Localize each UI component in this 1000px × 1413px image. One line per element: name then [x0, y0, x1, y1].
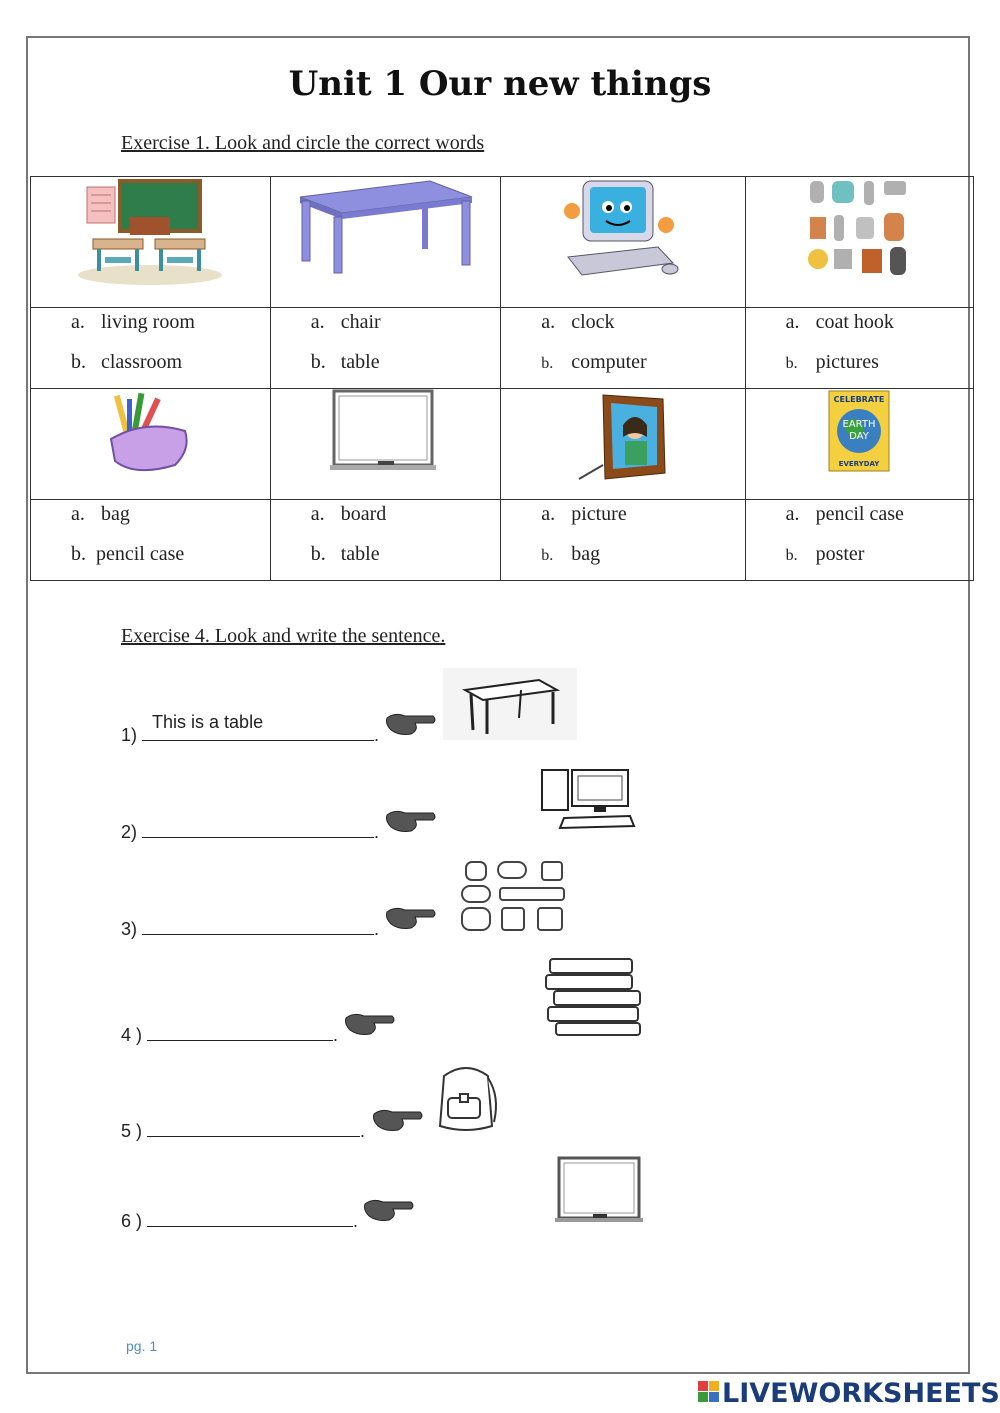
option-a[interactable]: a. bag — [71, 503, 130, 525]
options-cell-7 — [501, 500, 745, 581]
sentence-row-3: 3) . — [121, 914, 379, 940]
option-a[interactable]: a. coat hook — [785, 311, 894, 333]
option-a[interactable]: a. picture — [541, 503, 627, 525]
coat-hooks-image-cell — [745, 177, 973, 308]
page-title: Unit 1 Our new things — [288, 64, 712, 104]
sentence-row-6: 6 ) . — [121, 1206, 358, 1232]
option-b[interactable]: b. table — [310, 543, 380, 565]
item-number: 3) — [121, 919, 138, 939]
options-cell-1 — [31, 308, 271, 389]
option-b[interactable]: b. pictures — [785, 351, 879, 373]
answer-field-3[interactable] — [142, 914, 374, 935]
earth-day-poster-image-cell — [745, 389, 973, 500]
exercise1-table — [30, 176, 974, 581]
option-a[interactable]: a. clock — [541, 311, 615, 333]
sentence-row-4: 4 ) . — [121, 1020, 338, 1046]
computer-icon — [558, 177, 688, 287]
item-number: 1) — [121, 725, 138, 745]
earth-day-poster-icon — [827, 389, 891, 473]
classroom-icon — [75, 177, 225, 287]
pencil-case-image-cell — [31, 389, 271, 500]
classroom-image-cell — [31, 177, 271, 308]
answer-text: This is a table — [152, 712, 264, 732]
item-number: 6 ) — [121, 1211, 143, 1231]
computer-sketch-icon — [538, 766, 638, 832]
svg-text:CELEBRATE: CELEBRATE — [833, 395, 885, 404]
pointing-hand-icon — [363, 1194, 415, 1224]
sentence-row-5: 5 ) . — [121, 1116, 365, 1142]
pointing-hand-icon — [385, 805, 437, 835]
options-cell-8 — [745, 500, 973, 581]
answer-field-5[interactable] — [147, 1116, 360, 1137]
item-number: 5 ) — [121, 1121, 143, 1141]
option-b[interactable]: b. pencil case — [71, 543, 185, 565]
options-cell-3 — [501, 308, 745, 389]
picture-frame-icon — [573, 389, 673, 485]
pointing-hand-icon — [385, 708, 437, 738]
option-b[interactable]: b. bag — [541, 543, 601, 565]
svg-text:DAY: DAY — [849, 431, 870, 442]
options-cell-6 — [270, 500, 500, 581]
option-b[interactable]: b. poster — [785, 543, 865, 565]
item-number: 4 ) — [121, 1025, 143, 1045]
answer-field-1[interactable] — [142, 712, 374, 741]
option-a[interactable]: a. chair — [310, 311, 381, 333]
coat-hooks-icon — [804, 177, 914, 282]
exercise1-heading: Exercise 1. Look and circle the correct words — [121, 132, 485, 154]
answer-field-6[interactable] — [147, 1206, 353, 1227]
board-image-cell — [270, 389, 500, 500]
item-number: 2) — [121, 822, 138, 842]
books-sketch-icon — [542, 955, 648, 1037]
sentence-row-1: 1) This is a table . — [121, 712, 380, 745]
picture-frame-image-cell — [501, 389, 745, 500]
options-cell-4 — [745, 308, 973, 389]
brand-name[interactable]: LIVEWORKSHEETS — [722, 1378, 1000, 1409]
option-b[interactable]: b. computer — [541, 351, 647, 373]
answer-field-4[interactable] — [147, 1020, 333, 1041]
board-icon — [330, 389, 440, 475]
coat-hooks-sketch-icon — [456, 858, 570, 934]
option-a[interactable]: a. living room — [71, 311, 195, 333]
option-b[interactable]: b. table — [310, 351, 380, 373]
board-sketch-icon — [555, 1156, 643, 1226]
option-a[interactable]: a. board — [310, 503, 387, 525]
page-number: pg. 1 — [126, 1338, 158, 1354]
pencil-case-icon — [105, 389, 195, 479]
sentence-row-2: 2) . — [121, 817, 379, 843]
computer-image-cell — [501, 177, 745, 308]
svg-text:EVERYDAY: EVERYDAY — [838, 460, 880, 468]
option-a[interactable]: a. pencil case — [785, 503, 904, 525]
table-image-cell — [270, 177, 500, 308]
table-sketch-icon — [443, 668, 577, 740]
table-icon — [290, 177, 480, 277]
backpack-sketch-icon — [430, 1062, 502, 1134]
options-cell-2 — [270, 308, 500, 389]
pointing-hand-icon — [372, 1104, 424, 1134]
option-b[interactable]: b. classroom — [71, 351, 183, 373]
pointing-hand-icon — [385, 902, 437, 932]
options-cell-5 — [31, 500, 271, 581]
liveworksheets-logo-icon — [698, 1381, 720, 1403]
answer-field-2[interactable] — [142, 817, 374, 838]
svg-text:EARTH: EARTH — [842, 419, 876, 430]
exercise4-heading: Exercise 4. Look and write the sentence. — [121, 625, 446, 647]
pointing-hand-icon — [344, 1008, 396, 1038]
